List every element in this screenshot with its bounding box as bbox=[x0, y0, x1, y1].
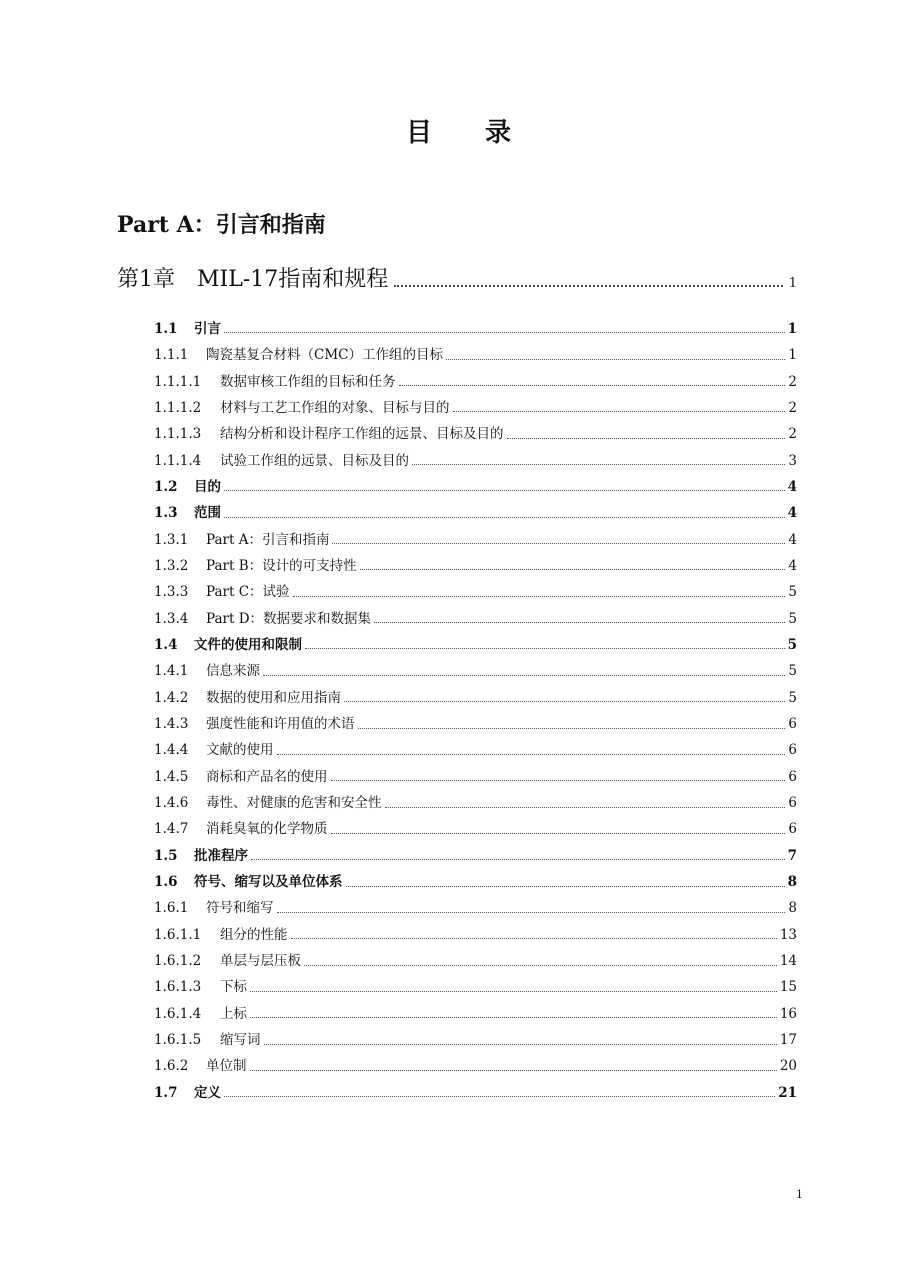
toc-entry[interactable] bbox=[154, 1021, 797, 1047]
toc-entry-title: 数据的使用和应用指南 bbox=[206, 689, 341, 706]
toc-entry-title: 组分的性能 bbox=[220, 926, 288, 943]
toc-entry-number: 1.3.4 bbox=[154, 610, 189, 627]
toc-entry-title: Part D：数据要求和数据集 bbox=[206, 610, 372, 627]
toc-entry-page-number: 6 bbox=[788, 742, 797, 759]
toc-entry-number: 1.3.3 bbox=[154, 584, 189, 601]
table-of-contents bbox=[154, 310, 797, 1100]
toc-entry-title: 文献的使用 bbox=[206, 742, 274, 759]
toc-entry[interactable] bbox=[154, 916, 797, 942]
dot-leader bbox=[250, 1016, 777, 1018]
toc-entry-page-number: 4 bbox=[788, 531, 797, 548]
toc-entry[interactable] bbox=[154, 995, 797, 1021]
dot-leader bbox=[224, 516, 785, 518]
toc-entry-page-number: 14 bbox=[779, 953, 797, 970]
toc-entry-title: Part C：试验 bbox=[206, 584, 290, 601]
toc-entry-page-number: 6 bbox=[788, 716, 797, 732]
toc-entry-title: 单层与层压板 bbox=[220, 953, 301, 970]
toc-entry[interactable] bbox=[154, 969, 797, 995]
toc-entry-title: 文件的使用和限制 bbox=[194, 636, 302, 653]
toc-entry-number: 1.4.7 bbox=[154, 821, 189, 838]
toc-entry-page-number: 15 bbox=[779, 979, 797, 996]
toc-entry[interactable] bbox=[154, 310, 797, 336]
dot-leader bbox=[224, 331, 785, 333]
toc-entry-title: 信息来源 bbox=[206, 663, 260, 680]
toc-entry-page-number: 6 bbox=[788, 795, 797, 812]
toc-entry-number: 1.1.1.2 bbox=[154, 399, 202, 416]
toc-entry-title: 目的 bbox=[194, 478, 221, 495]
dot-leader bbox=[224, 489, 785, 491]
toc-entry-page-number: 21 bbox=[778, 1084, 797, 1101]
toc-entry[interactable] bbox=[154, 1074, 797, 1100]
toc-entry-page-number: 2 bbox=[788, 399, 797, 416]
toc-entry-title: 消耗臭氧的化学物质 bbox=[206, 821, 328, 838]
toc-entry-page-number: 4 bbox=[788, 557, 797, 574]
toc-entry-number: 1.7 bbox=[154, 1084, 178, 1101]
toc-entry-title: 批准程序 bbox=[194, 847, 248, 864]
toc-chapter-entry[interactable] bbox=[117, 262, 797, 293]
toc-entry-number: 1.6.1.4 bbox=[154, 1005, 202, 1022]
toc-entry-number: 1.1.1.4 bbox=[154, 452, 202, 469]
toc-entry[interactable] bbox=[154, 573, 797, 599]
chapter-title: MIL-17指南和规程 bbox=[197, 267, 389, 292]
toc-entry-title: 试验工作组的远景、目标及目的 bbox=[220, 452, 409, 469]
toc-entry-number: 1.4.2 bbox=[154, 689, 189, 706]
dot-leader bbox=[446, 358, 785, 360]
toc-entry-number: 1.6 bbox=[154, 874, 178, 891]
toc-entry[interactable] bbox=[154, 811, 797, 837]
toc-entry[interactable] bbox=[154, 837, 797, 863]
toc-entry-number: 1.6.1.5 bbox=[154, 1032, 202, 1049]
dot-leader bbox=[293, 595, 786, 597]
toc-entry-title: 强度性能和许用值的术语 bbox=[206, 716, 355, 732]
toc-entry-page-number: 2 bbox=[788, 373, 797, 390]
dot-leader bbox=[224, 1095, 775, 1097]
toc-entry-page-number: 5 bbox=[788, 663, 797, 680]
toc-entry-number: 1.4.3 bbox=[154, 716, 189, 732]
toc-entry-page-number: 5 bbox=[788, 584, 797, 601]
toc-entry-number: 1.1 bbox=[154, 320, 178, 337]
toc-entry-title: 符号和缩写 bbox=[206, 900, 274, 917]
page-number: 1 bbox=[796, 1188, 803, 1201]
toc-entry[interactable] bbox=[154, 732, 797, 758]
toc-entry-title: 陶瓷基复合材料（CMC）工作组的目标 bbox=[206, 347, 443, 364]
toc-entry-page-number: 1 bbox=[787, 320, 797, 337]
toc-entry-page-number: 8 bbox=[787, 874, 797, 891]
toc-entry-title: 数据审核工作组的目标和任务 bbox=[220, 373, 396, 390]
toc-entry[interactable] bbox=[154, 679, 797, 705]
dot-leader bbox=[251, 858, 785, 860]
toc-entry-title: 缩写词 bbox=[220, 1032, 261, 1049]
toc-entry-title: Part B：设计的可支持性 bbox=[206, 557, 357, 574]
dot-leader bbox=[305, 647, 785, 649]
toc-entry-number: 1.4 bbox=[154, 636, 178, 653]
toc-entry-number: 1.3.2 bbox=[154, 557, 189, 574]
dot-leader bbox=[277, 911, 786, 913]
toc-entry-page-number: 2 bbox=[788, 426, 797, 443]
dot-leader bbox=[332, 542, 785, 544]
dot-leader bbox=[358, 727, 786, 729]
toc-entry-page-number: 5 bbox=[788, 610, 797, 627]
toc-entry[interactable] bbox=[154, 336, 797, 362]
toc-entry-number: 1.1.1.3 bbox=[154, 426, 202, 443]
toc-entry-page-number: 13 bbox=[779, 926, 797, 943]
toc-entry-title: 单位制 bbox=[206, 1058, 247, 1075]
toc-entry-page-number: 4 bbox=[787, 478, 797, 495]
toc-entry-page-number: 5 bbox=[787, 636, 797, 653]
toc-entry[interactable] bbox=[154, 600, 797, 626]
toc-entry-title: 商标和产品名的使用 bbox=[206, 768, 328, 785]
toc-entry-title: 材料与工艺工作组的对象、目标与目的 bbox=[220, 399, 450, 416]
dot-leader bbox=[399, 384, 786, 386]
toc-entry-page-number: 20 bbox=[779, 1058, 797, 1075]
toc-entry-page-number: 7 bbox=[787, 847, 797, 864]
page-title: 目 录 bbox=[405, 118, 534, 148]
toc-entry-number: 1.6.1.3 bbox=[154, 979, 202, 996]
toc-entry[interactable] bbox=[154, 389, 797, 415]
dot-leader bbox=[250, 1069, 777, 1071]
toc-entry[interactable] bbox=[154, 705, 797, 731]
dot-leader bbox=[374, 621, 785, 623]
toc-entry-page-number: 3 bbox=[788, 452, 797, 469]
toc-entry-number: 1.2 bbox=[154, 478, 178, 495]
toc-entry[interactable] bbox=[154, 442, 797, 468]
toc-entry-title: 下标 bbox=[220, 979, 247, 996]
dot-leader bbox=[263, 674, 785, 676]
toc-entry-number: 1.1.1 bbox=[154, 347, 189, 364]
toc-entry-page-number: 6 bbox=[788, 821, 797, 838]
dot-leader bbox=[304, 964, 777, 966]
part-heading: Part A：引言和指南 bbox=[117, 212, 326, 238]
toc-entry-number: 1.3 bbox=[154, 505, 178, 522]
toc-entry[interactable] bbox=[154, 468, 797, 494]
toc-entry-page-number: 8 bbox=[788, 900, 797, 917]
toc-entry-page-number: 5 bbox=[788, 689, 797, 706]
toc-entry-page-number: 16 bbox=[779, 1005, 797, 1022]
dot-leader bbox=[346, 885, 785, 887]
toc-entry-number: 1.6.2 bbox=[154, 1058, 189, 1075]
toc-entry-title: 毒性、对健康的危害和安全性 bbox=[206, 795, 382, 812]
toc-entry-number: 1.6.1.2 bbox=[154, 953, 202, 970]
toc-entry[interactable] bbox=[154, 363, 797, 389]
toc-entry[interactable] bbox=[154, 415, 797, 441]
toc-entry-number: 1.4.4 bbox=[154, 742, 189, 759]
toc-entry-page-number: 17 bbox=[779, 1032, 797, 1049]
chapter-page-number: 1 bbox=[788, 276, 797, 291]
dot-leader bbox=[250, 990, 777, 992]
dot-leader bbox=[412, 463, 785, 465]
dot-leader bbox=[507, 437, 786, 439]
toc-entry-title: 范围 bbox=[194, 505, 221, 522]
toc-entry-title: Part A：引言和指南 bbox=[206, 531, 330, 548]
toc-entry-title: 定义 bbox=[194, 1084, 221, 1101]
toc-entry-title: 上标 bbox=[220, 1005, 247, 1022]
toc-entry-page-number: 6 bbox=[788, 768, 797, 785]
toc-entry[interactable] bbox=[154, 626, 797, 652]
toc-entry[interactable] bbox=[154, 521, 797, 547]
toc-entry-number: 1.4.6 bbox=[154, 795, 189, 812]
toc-entry[interactable] bbox=[154, 784, 797, 810]
toc-entry-number: 1.6.1 bbox=[154, 900, 189, 917]
dot-leader bbox=[394, 284, 782, 287]
toc-entry-number: 1.4.1 bbox=[154, 663, 189, 680]
toc-entry[interactable] bbox=[154, 1048, 797, 1074]
toc-entry[interactable] bbox=[154, 890, 797, 916]
toc-entry-page-number: 1 bbox=[788, 347, 797, 364]
toc-entry-title: 结构分析和设计程序工作组的远景、目标及目的 bbox=[220, 426, 504, 443]
dot-leader bbox=[264, 1043, 777, 1045]
dot-leader bbox=[385, 806, 786, 808]
dot-leader bbox=[453, 410, 786, 412]
dot-leader bbox=[331, 779, 786, 781]
chapter-number: 第1章 bbox=[117, 267, 175, 292]
toc-entry[interactable] bbox=[154, 942, 797, 968]
toc-entry-title: 符号、缩写以及单位体系 bbox=[194, 874, 343, 891]
dot-leader bbox=[331, 832, 786, 834]
dot-leader bbox=[344, 700, 785, 702]
toc-entry[interactable] bbox=[154, 547, 797, 573]
toc-entry-number: 1.5 bbox=[154, 847, 178, 864]
toc-entry-number: 1.1.1.1 bbox=[154, 373, 202, 390]
toc-entry-title: 引言 bbox=[194, 320, 221, 337]
toc-entry[interactable] bbox=[154, 758, 797, 784]
toc-entry[interactable] bbox=[154, 494, 797, 520]
dot-leader bbox=[360, 568, 786, 570]
dot-leader bbox=[291, 937, 777, 939]
toc-entry[interactable] bbox=[154, 652, 797, 678]
dot-leader bbox=[277, 753, 786, 755]
toc-entry-number: 1.4.5 bbox=[154, 768, 189, 785]
toc-entry[interactable] bbox=[154, 863, 797, 889]
toc-entry-number: 1.3.1 bbox=[154, 531, 189, 548]
toc-entry-page-number: 4 bbox=[787, 505, 797, 522]
toc-entry-number: 1.6.1.1 bbox=[154, 926, 202, 943]
